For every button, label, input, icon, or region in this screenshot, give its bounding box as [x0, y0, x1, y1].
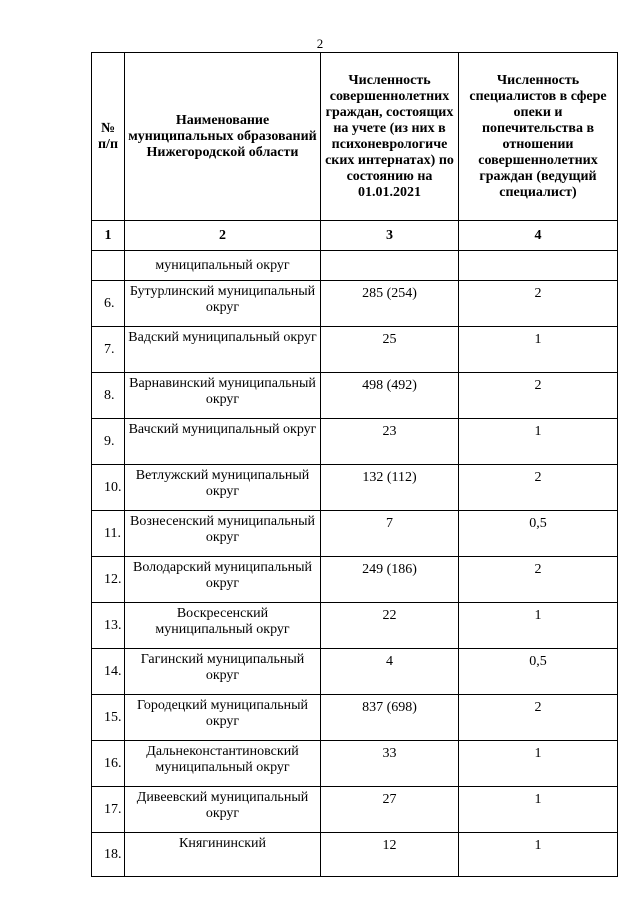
municipality-name: Володарский муниципальный округ	[125, 557, 321, 603]
specialist-count: 2	[459, 465, 618, 511]
citizen-count: 23	[321, 419, 459, 465]
column-number: 3	[321, 221, 459, 251]
column-number: 1	[92, 221, 125, 251]
specialist-count: 1	[459, 603, 618, 649]
specialist-count: 0,5	[459, 511, 618, 557]
municipality-name: Вачский муниципальный округ	[125, 419, 321, 465]
municipality-name: Воскресенский муниципальный округ	[125, 603, 321, 649]
table-row	[92, 281, 618, 327]
table-row	[92, 327, 618, 373]
row-number: 15.	[92, 695, 125, 741]
table-row	[92, 695, 618, 741]
citizen-count: 498 (492)	[321, 373, 459, 419]
row-number: 18.	[92, 833, 125, 877]
municipality-name: Бутурлинский муниципальный округ	[125, 281, 321, 327]
row-number: 13.	[92, 603, 125, 649]
municipality-name: муниципальный округ	[125, 251, 321, 281]
specialist-count: 2	[459, 557, 618, 603]
row-number: 10.	[92, 465, 125, 511]
specialist-count	[459, 251, 618, 281]
row-number: 12.	[92, 557, 125, 603]
specialist-count: 1	[459, 787, 618, 833]
citizen-count: 132 (112)	[321, 465, 459, 511]
header-name: Наименование муниципальных образований Нижегородской области	[125, 53, 321, 221]
table-row	[92, 833, 618, 877]
citizen-count: 25	[321, 327, 459, 373]
column-number-row	[92, 221, 618, 251]
citizen-count	[321, 251, 459, 281]
municipality-name: Вадский муниципальный округ	[125, 327, 321, 373]
row-number: 8.	[92, 373, 125, 419]
header-num: № п/п	[92, 53, 125, 221]
table-header-row	[92, 53, 618, 221]
page-number: 2	[316, 36, 324, 51]
table-row	[92, 557, 618, 603]
column-number: 4	[459, 221, 618, 251]
citizen-count: 7	[321, 511, 459, 557]
row-number	[92, 251, 125, 281]
table-row	[92, 373, 618, 419]
municipality-name: Княгининский	[125, 833, 321, 877]
citizen-count: 22	[321, 603, 459, 649]
municipality-name: Гагинский муниципальный округ	[125, 649, 321, 695]
citizen-count: 249 (186)	[321, 557, 459, 603]
citizen-count: 27	[321, 787, 459, 833]
municipality-name: Ветлужский муниципальный округ	[125, 465, 321, 511]
specialist-count: 0,5	[459, 649, 618, 695]
citizen-count: 12	[321, 833, 459, 877]
statistics-table	[91, 52, 618, 877]
table-row	[92, 787, 618, 833]
municipality-name: Дальнеконстантиновский муниципальный округ	[125, 741, 321, 787]
table-row	[92, 465, 618, 511]
header-count: Численность совершеннолетних граждан, состоящих на учете (из них в психоневрологиче ских интернатах) по состоянию на 01.01.2021	[321, 53, 459, 221]
table-row	[92, 649, 618, 695]
table-row	[92, 511, 618, 557]
row-number: 9.	[92, 419, 125, 465]
specialist-count: 1	[459, 327, 618, 373]
row-number: 11.	[92, 511, 125, 557]
header-specialists: Численность специалистов в сфере опеки и попечительства в отношении совершеннолетних граждан (ведущий специалист)	[459, 53, 618, 221]
citizen-count: 285 (254)	[321, 281, 459, 327]
citizen-count: 4	[321, 649, 459, 695]
table-row	[92, 419, 618, 465]
specialist-count: 1	[459, 833, 618, 877]
citizen-count: 837 (698)	[321, 695, 459, 741]
specialist-count: 2	[459, 281, 618, 327]
specialist-count: 2	[459, 695, 618, 741]
row-number: 7.	[92, 327, 125, 373]
specialist-count: 2	[459, 373, 618, 419]
table-row	[92, 741, 618, 787]
municipality-name: Варнавинский муниципальный округ	[125, 373, 321, 419]
specialist-count: 1	[459, 419, 618, 465]
municipality-name: Вознесенский муниципальный округ	[125, 511, 321, 557]
specialist-count: 1	[459, 741, 618, 787]
row-number: 17.	[92, 787, 125, 833]
table-row	[92, 251, 618, 281]
municipality-name: Дивеевский муниципальный округ	[125, 787, 321, 833]
column-number: 2	[125, 221, 321, 251]
municipality-name: Городецкий муниципальный округ	[125, 695, 321, 741]
row-number: 6.	[92, 281, 125, 327]
table-row	[92, 603, 618, 649]
citizen-count: 33	[321, 741, 459, 787]
row-number: 16.	[92, 741, 125, 787]
row-number: 14.	[92, 649, 125, 695]
